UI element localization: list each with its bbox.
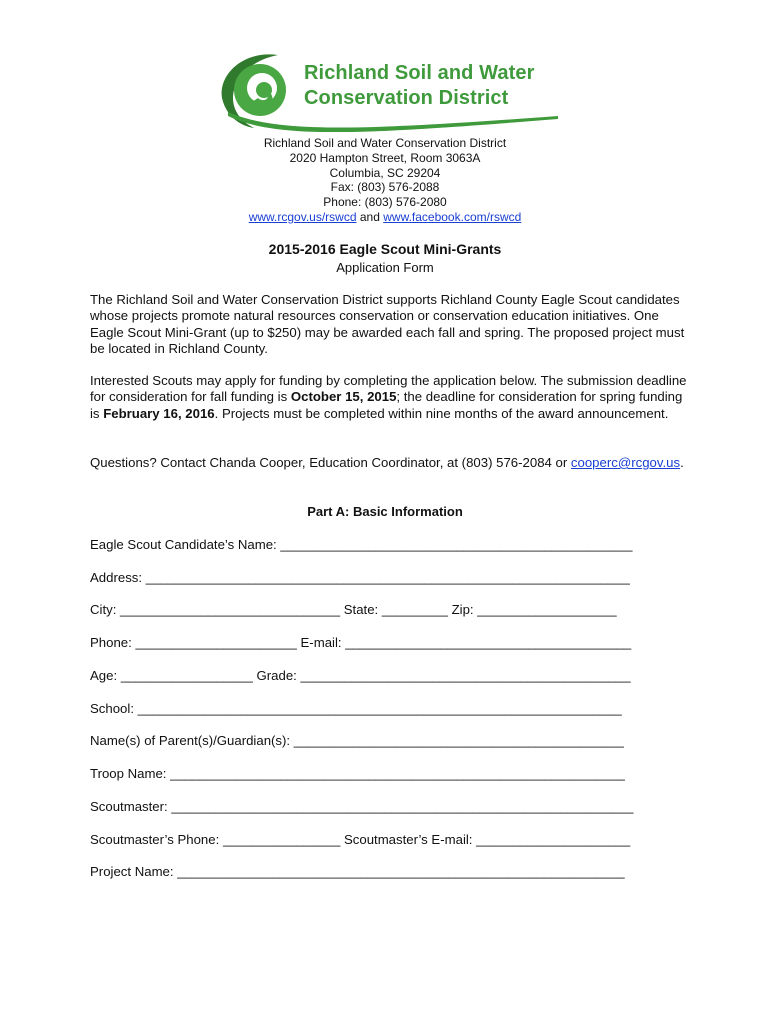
part-a-heading: Part A: Basic Information	[307, 504, 463, 519]
parents-field[interactable]: Name(s) of Parent(s)/Guardian(s): _____________________________________________	[90, 733, 624, 748]
candidate-name-label: Eagle Scout Candidate’s Name:	[90, 537, 277, 552]
logo-text-line2: Conservation District	[304, 87, 509, 109]
scoutmaster-email-label: Scoutmaster’s E-mail:	[343, 832, 473, 847]
address-label: Address:	[90, 570, 143, 585]
project-name-label: Project Name:	[90, 864, 174, 879]
spring-deadline: February 16, 2016	[103, 405, 215, 421]
questions-end: .	[680, 455, 684, 470]
scoutmaster-phone-label: Scoutmaster’s Phone:	[90, 832, 220, 847]
age-label: Age:	[90, 668, 118, 683]
phone-label: Phone:	[90, 635, 132, 650]
fax-number: Fax: (803) 576-2088	[330, 180, 440, 195]
zip-label: Zip:	[451, 602, 474, 617]
fall-deadline: October 15, 2015	[290, 389, 397, 405]
state-label: State:	[343, 602, 379, 617]
intro-paragraph: The Richland Soil and Water Conservation District supports Richland County Eagle Scout candidates whose projects promote natural resources conservation or conservation education initiatives. One Eagle Scout Mini-Grant (up to $250) may be awarded each fall and spring. The proposed project must be located in Richland County.	[90, 292, 685, 356]
web-links	[0, 210, 770, 225]
city-state-zip: Columbia, SC 29204	[329, 165, 441, 180]
troop-field[interactable]: Troop Name: ______________________________________________________________	[90, 766, 625, 781]
project-name-field[interactable]: Project Name: _____________________________________________________________	[90, 864, 625, 879]
troop-label: Troop Name:	[90, 766, 167, 781]
contact-email-link[interactable]: cooperc@rcgov.us	[570, 455, 681, 470]
document-subtitle: Application Form	[336, 260, 434, 275]
parents-label: Name(s) of Parent(s)/Guardian(s):	[90, 733, 291, 748]
city-label: City:	[90, 602, 117, 617]
deadline-text-2: ; the deadline for consideration for spring funding is	[90, 389, 683, 421]
age-grade-field[interactable]: Age: __________________ Grade: _____________________________________________	[90, 668, 631, 683]
phone-email-field[interactable]: Phone: ______________________ E-mail: _______________________________________	[90, 635, 632, 650]
scoutmaster-label: Scoutmaster:	[90, 799, 168, 814]
and-text: and	[359, 209, 380, 224]
deadline-paragraph	[90, 373, 690, 422]
address-field[interactable]: Address: __________________________________________________________________	[90, 570, 630, 585]
facebook-link[interactable]: www.facebook.com/rswcd	[383, 209, 522, 224]
website-link[interactable]: www.rcgov.us/rswcd	[248, 209, 357, 224]
district-logo	[218, 50, 563, 132]
logo-text-line1: Richland Soil and Water	[304, 62, 535, 84]
deadline-text-1: Interested Scouts may apply for funding by completing the application below. The submission deadline for consideration for fall funding is	[90, 373, 687, 405]
grade-label: Grade:	[256, 668, 297, 683]
city-state-zip-field[interactable]: City: ______________________________ State: _________ Zip: ___________________	[90, 602, 617, 617]
phone-number: Phone: (803) 576-2080	[323, 195, 447, 210]
school-field[interactable]: School: __________________________________________________________________	[90, 701, 622, 716]
document-title: 2015-2016 Eagle Scout Mini-Grants	[268, 241, 502, 257]
street-address: 2020 Hampton Street, Room 3063A	[289, 150, 481, 165]
deadline-text-3: . Projects must be completed within nine months of the award announcement.	[214, 405, 669, 421]
questions-text: Questions? Contact Chanda Cooper, Education Coordinator, at (803) 576-2084 or	[90, 455, 571, 470]
email-label: E-mail:	[300, 635, 342, 650]
candidate-name-field[interactable]: Eagle Scout Candidate’s Name: ________________________________________________	[90, 537, 633, 552]
contact-block	[0, 136, 770, 225]
scoutmaster-field[interactable]: Scoutmaster: _______________________________________________________________	[90, 799, 634, 814]
org-name: Richland Soil and Water Conservation District	[263, 136, 507, 150]
scoutmaster-contact-field[interactable]: Scoutmaster’s Phone: ________________ Scoutmaster’s E-mail: _____________________	[90, 832, 631, 847]
questions-paragraph	[90, 455, 690, 471]
school-label: School:	[90, 701, 134, 716]
